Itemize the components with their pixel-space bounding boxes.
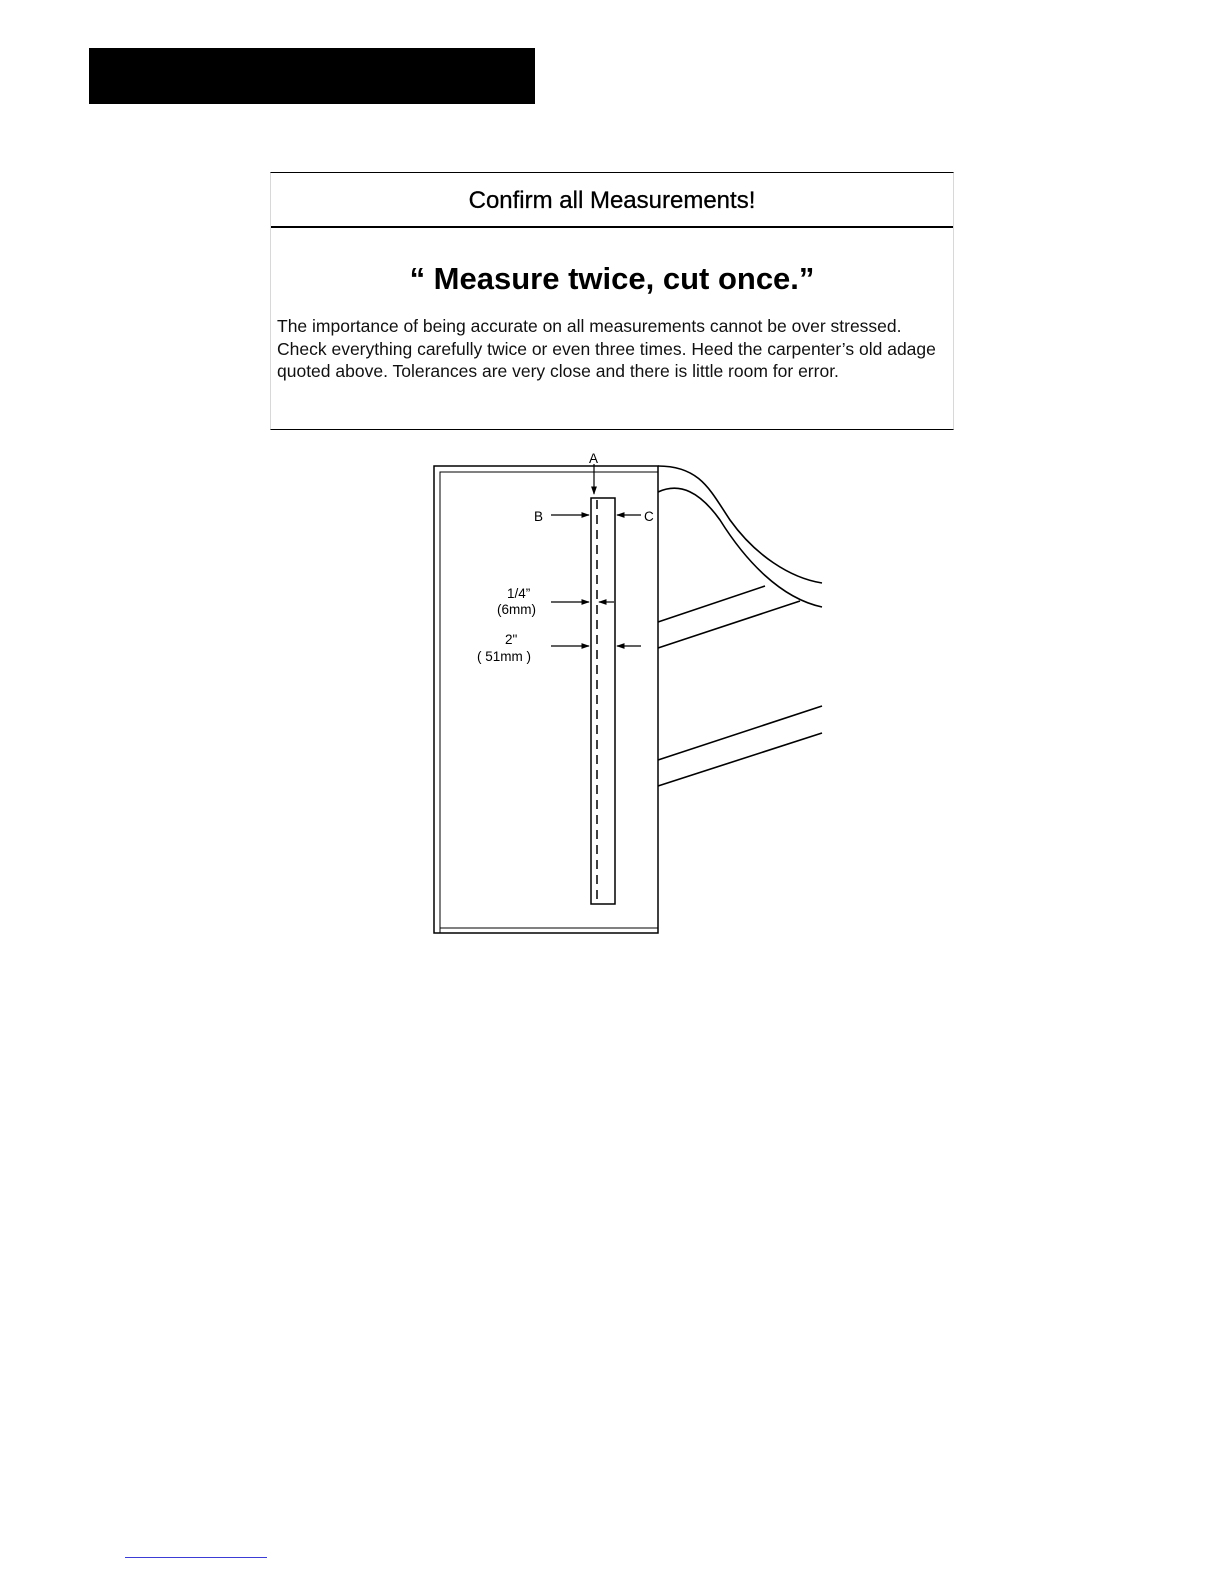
notice-box (270, 172, 954, 430)
footer-link-underline[interactable] (125, 1557, 267, 1558)
notice-body: The importance of being accurate on all measurements cannot be over stressed. Check everything carefully twice or even three times. Heed the carpenter’s old adage quoted above. Tolerances are very close and there is little room for error. (277, 316, 936, 381)
dim-two-mm-label: ( 51mm ) (477, 649, 531, 664)
dim-two-inch-label: 2" (505, 632, 518, 647)
notice-quote: “ Measure twice, cut once.” (409, 261, 815, 296)
dim-quarter-mm-label: (6mm) (497, 602, 536, 617)
label-c: C (644, 509, 654, 524)
header-bar (89, 48, 535, 104)
vertical-strip (591, 498, 615, 904)
label-a: A (589, 451, 599, 466)
dimension-arrows (551, 464, 641, 646)
notice-title: Confirm all Measurements! (271, 173, 953, 228)
frame-lines (658, 466, 822, 786)
dim-quarter-inch-label: 1/4” (507, 586, 531, 601)
label-b: B (534, 509, 544, 524)
door-panel (434, 466, 658, 933)
